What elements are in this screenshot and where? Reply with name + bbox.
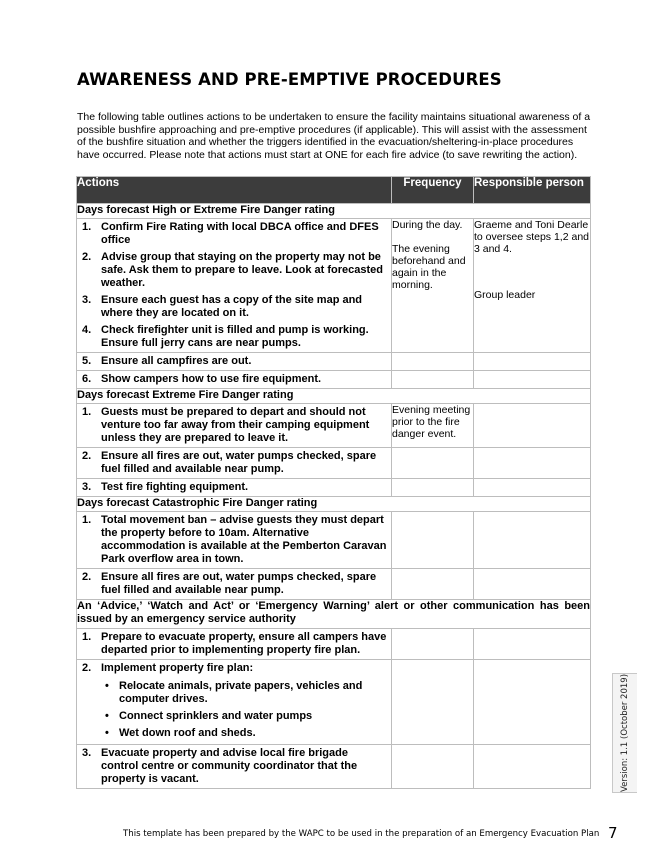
action-text: Advise group that staying on the property may not be safe. Ask them to prepare to leave. Look at forecasted weather. [101, 251, 384, 289]
table-row [77, 371, 591, 389]
responsible-cell [474, 512, 591, 569]
frequency-cell [392, 569, 474, 600]
actions-cell [77, 569, 392, 600]
action-number: 3. [82, 481, 92, 493]
frequency-cell [392, 404, 474, 448]
action-number: 3. [82, 747, 92, 759]
frequency-text: During the day. [392, 219, 463, 231]
action-item [77, 353, 391, 370]
action-item [77, 479, 391, 496]
frequency-cell [392, 219, 474, 353]
actions-cell [77, 353, 392, 371]
procedures-table [76, 176, 591, 789]
table-row [77, 404, 591, 448]
action-number: 2. [82, 251, 92, 263]
actions-cell [77, 629, 392, 660]
table-header-row [77, 177, 591, 204]
action-text: Ensure each guest has a copy of the site map and where they are located on it. [101, 294, 363, 319]
page-title: AWARENESS AND PRE-EMPTIVE PROCEDURES [77, 70, 502, 89]
actions-cell [77, 745, 392, 789]
action-text: Implement property fire plan: [101, 662, 254, 674]
action-number: 4. [82, 324, 92, 336]
responsible-cell [474, 479, 591, 497]
action-item [77, 322, 391, 352]
page-number: 7 [608, 824, 618, 842]
section-heading-row [77, 497, 591, 512]
responsible-text: Graeme and Toni Dearle to oversee steps 1,2 and 3 and 4. [474, 219, 589, 255]
action-number: 1. [82, 631, 92, 643]
section-heading: Days forecast High or Extreme Fire Danger rating [77, 204, 591, 219]
action-text: Prepare to evacuate property, ensure all campers have departed prior to implementing property fire plan. [101, 631, 387, 656]
action-item [77, 219, 391, 249]
bullet-list [77, 680, 391, 740]
action-number: 5. [82, 355, 92, 367]
list-item: • Wet down roof and sheds. [105, 727, 387, 740]
responsible-cell [474, 448, 591, 479]
action-item [77, 292, 391, 322]
action-item [77, 249, 391, 292]
action-item [77, 745, 391, 788]
actions-cell [77, 371, 392, 389]
action-number: 2. [82, 662, 92, 674]
responsible-cell [474, 353, 591, 371]
action-number: 1. [82, 514, 92, 526]
action-text: Ensure all campfires are out. [101, 355, 252, 367]
header-responsible-person: Responsible person [474, 177, 591, 204]
actions-cell [77, 512, 392, 569]
action-item [77, 629, 391, 659]
table-row [77, 512, 591, 569]
actions-cell [77, 404, 392, 448]
action-item [77, 512, 391, 568]
table-row [77, 569, 591, 600]
action-item [77, 660, 391, 677]
intro-paragraph: The following table outlines actions to be undertaken to ensure the facility maintains situational awareness of a possible bushfire approaching and pre-emptive procedures (if applicable). This will assist with the assessment of the bushfire situation and whether the triggers identified in the evacuation/sheltering-in-place procedures have occurred. Please note that actions must start at ONE for each fire advice (to save rewriting the action). [77, 111, 591, 161]
frequency-cell [392, 629, 474, 660]
table-row [77, 745, 591, 789]
frequency-cell [392, 512, 474, 569]
responsible-cell [474, 404, 591, 448]
table-row [77, 353, 591, 371]
action-item [77, 569, 391, 599]
header-actions: Actions [77, 177, 392, 204]
header-frequency: Frequency [392, 177, 474, 204]
table-row [77, 629, 591, 660]
frequency-cell [392, 479, 474, 497]
action-number: 3. [82, 294, 92, 306]
responsible-cell [474, 569, 591, 600]
responsible-cell [474, 219, 591, 353]
action-text: Confirm Fire Rating with local DBCA office and DFES office [101, 221, 379, 246]
action-text: Show campers how to use fire equipment. [101, 373, 322, 385]
action-number: 2. [82, 450, 92, 462]
action-number: 6. [82, 373, 92, 385]
section-heading-row [77, 204, 591, 219]
responsible-cell [474, 371, 591, 389]
frequency-text: Evening meeting prior to the fire danger event. [392, 404, 471, 440]
list-item: • Connect sprinklers and water pumps [105, 710, 387, 723]
actions-cell [77, 448, 392, 479]
section-heading-row [77, 389, 591, 404]
frequency-text: The evening beforehand and again in the morning. [392, 243, 466, 291]
action-item [77, 448, 391, 478]
action-item [77, 404, 391, 447]
responsible-cell [474, 745, 591, 789]
action-text: Ensure all fires are out, water pumps checked, spare fuel filled and available near pump. [101, 571, 377, 596]
action-text: Evacuate property and advise local fire brigade control centre or community coordinator that the property is vacant. [101, 747, 358, 785]
action-text: Guests must be prepared to depart and should not venture too far away from their camping equipment unless they are prepared to leave it. [101, 406, 370, 444]
version-tab [612, 673, 637, 793]
frequency-cell [392, 745, 474, 789]
action-number: 1. [82, 406, 92, 418]
action-number: 2. [82, 571, 92, 583]
table-row [77, 660, 591, 745]
frequency-cell [392, 353, 474, 371]
action-text: Ensure all fires are out, water pumps checked, spare fuel filled and available near pump. [101, 450, 377, 475]
action-item [77, 371, 391, 388]
section-heading: An ‘Advice,’ ‘Watch and Act’ or ‘Emergency Warning’ alert or other communication has been issued by an emergency service authority [77, 600, 591, 629]
action-text: Check firefighter unit is filled and pump is working. Ensure full jerry cans are near pumps. [101, 324, 369, 349]
version-label: Version: 1.1 (October 2019) [620, 673, 630, 793]
list-item: • Relocate animals, private papers, vehicles and computer drives. [105, 680, 387, 706]
action-number: 1. [82, 221, 92, 233]
frequency-cell [392, 448, 474, 479]
actions-cell [77, 660, 392, 745]
actions-cell [77, 219, 392, 353]
frequency-cell [392, 371, 474, 389]
table-row [77, 479, 591, 497]
responsible-cell [474, 660, 591, 745]
table-row [77, 219, 591, 353]
responsible-text: Group leader [474, 289, 536, 301]
action-text: Test fire fighting equipment. [101, 481, 249, 493]
action-text: Total movement ban – advise guests they must depart the property before to 10am. Alternative accommodation is available at the Pemberton Caravan Park overflow area in town. [101, 514, 387, 565]
section-heading: Days forecast Extreme Fire Danger rating [77, 389, 591, 404]
actions-cell [77, 479, 392, 497]
section-heading-row [77, 600, 591, 629]
responsible-cell [474, 629, 591, 660]
table-row [77, 448, 591, 479]
section-heading: Days forecast Catastrophic Fire Danger rating [77, 497, 591, 512]
footer-text: This template has been prepared by the WAPC to be used in the preparation of an Emergency Evacuation Plan [123, 829, 600, 839]
frequency-cell [392, 660, 474, 745]
